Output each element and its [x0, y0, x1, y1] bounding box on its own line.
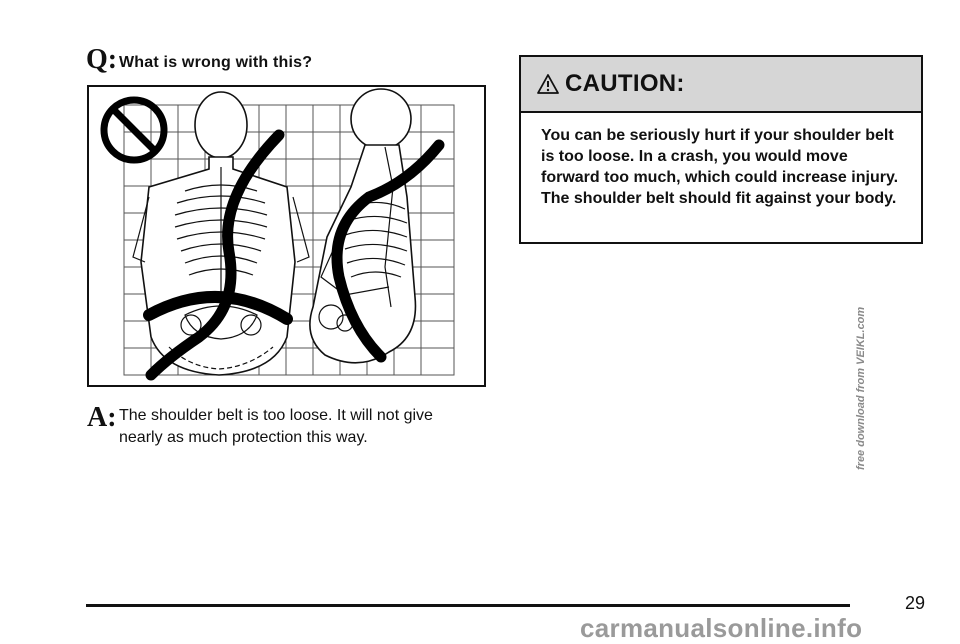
skeleton-side-illustration [310, 89, 416, 363]
caution-body: You can be seriously hurt if your shoulder belt is too loose. In a crash, you would move forward too much, which could increase injury. The shoulder belt should fit against your body. [541, 127, 899, 207]
answer-marker: A: [87, 402, 117, 433]
footer-rule [86, 604, 850, 607]
caution-title: CAUTION: [565, 70, 685, 97]
seat-belt-figure [87, 85, 486, 387]
warning-triangle-icon [537, 73, 559, 95]
prohibition-icon [104, 100, 164, 160]
question-marker: Q: [86, 44, 118, 75]
caution-box [519, 55, 923, 244]
answer-text: The shoulder belt is too loose. It will not give nearly as much protection this way. [119, 407, 433, 446]
figure-illustration [89, 87, 484, 385]
side-watermark: free download from VEIKL.com [855, 306, 867, 470]
question-text: What is wrong with this? [119, 54, 313, 71]
bottom-watermark: carmanualsonline.info [580, 613, 863, 643]
page-number: 29 [905, 593, 926, 613]
caution-header [521, 57, 921, 113]
